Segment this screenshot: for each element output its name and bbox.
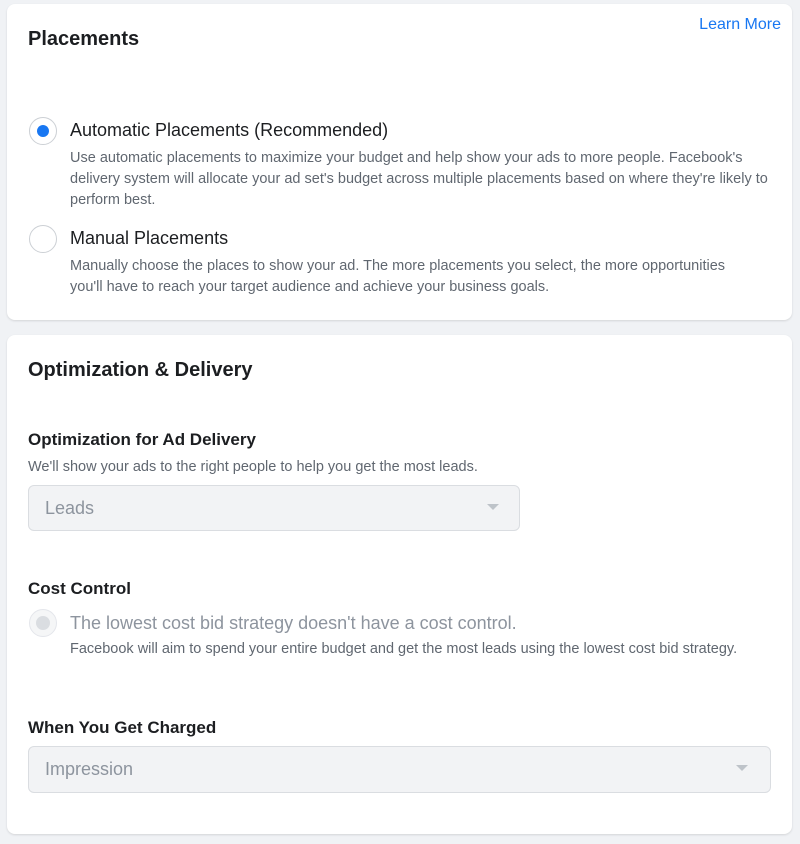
placements-title: Placements	[28, 28, 140, 50]
cost-control-radio	[29, 609, 57, 637]
automatic-placements-label[interactable]: Automatic Placements (Recommended)	[70, 120, 389, 140]
charged-title: When You Get Charged	[28, 718, 217, 737]
chevron-down-icon	[487, 504, 499, 510]
placements-card	[7, 4, 792, 320]
learn-more-link[interactable]: Learn More	[699, 16, 781, 33]
radio-selected-dot	[37, 125, 49, 137]
optimization-title: Optimization & Delivery	[28, 359, 253, 381]
automatic-placements-radio[interactable]	[29, 117, 57, 145]
cost-control-description: Facebook will aim to spend your entire budget and get the most leads using the lowest cost bid strategy.	[70, 641, 738, 657]
charged-select[interactable]	[28, 746, 771, 793]
cost-control-option-label: The lowest cost bid strategy doesn't have a cost control.	[70, 613, 517, 633]
ad-delivery-select[interactable]	[28, 485, 520, 531]
charged-select-value: Impression	[45, 759, 134, 779]
optimization-delivery-card	[7, 335, 792, 834]
automatic-placements-description: Use automatic placements to maximize your budget and help show your ads to more people. Facebook's delivery system will allocate your ad set's budget across multiple placements based on where they're likely to perform best.	[70, 150, 768, 208]
manual-placements-label[interactable]: Manual Placements	[70, 228, 229, 248]
manual-placements-description: Manually choose the places to show your ad. The more placements you select, the more opportunities you'll have to reach your target audience and achieve your business goals.	[70, 258, 726, 295]
manual-placements-radio[interactable]	[29, 225, 57, 253]
ad-delivery-title: Optimization for Ad Delivery	[28, 430, 256, 449]
ad-delivery-description: We'll show your ads to the right people to help you get the most leads.	[28, 459, 478, 475]
cost-control-title: Cost Control	[28, 579, 131, 598]
chevron-down-icon	[736, 765, 748, 771]
radio-disabled-dot	[36, 616, 50, 630]
ad-delivery-select-value: Leads	[45, 498, 95, 518]
